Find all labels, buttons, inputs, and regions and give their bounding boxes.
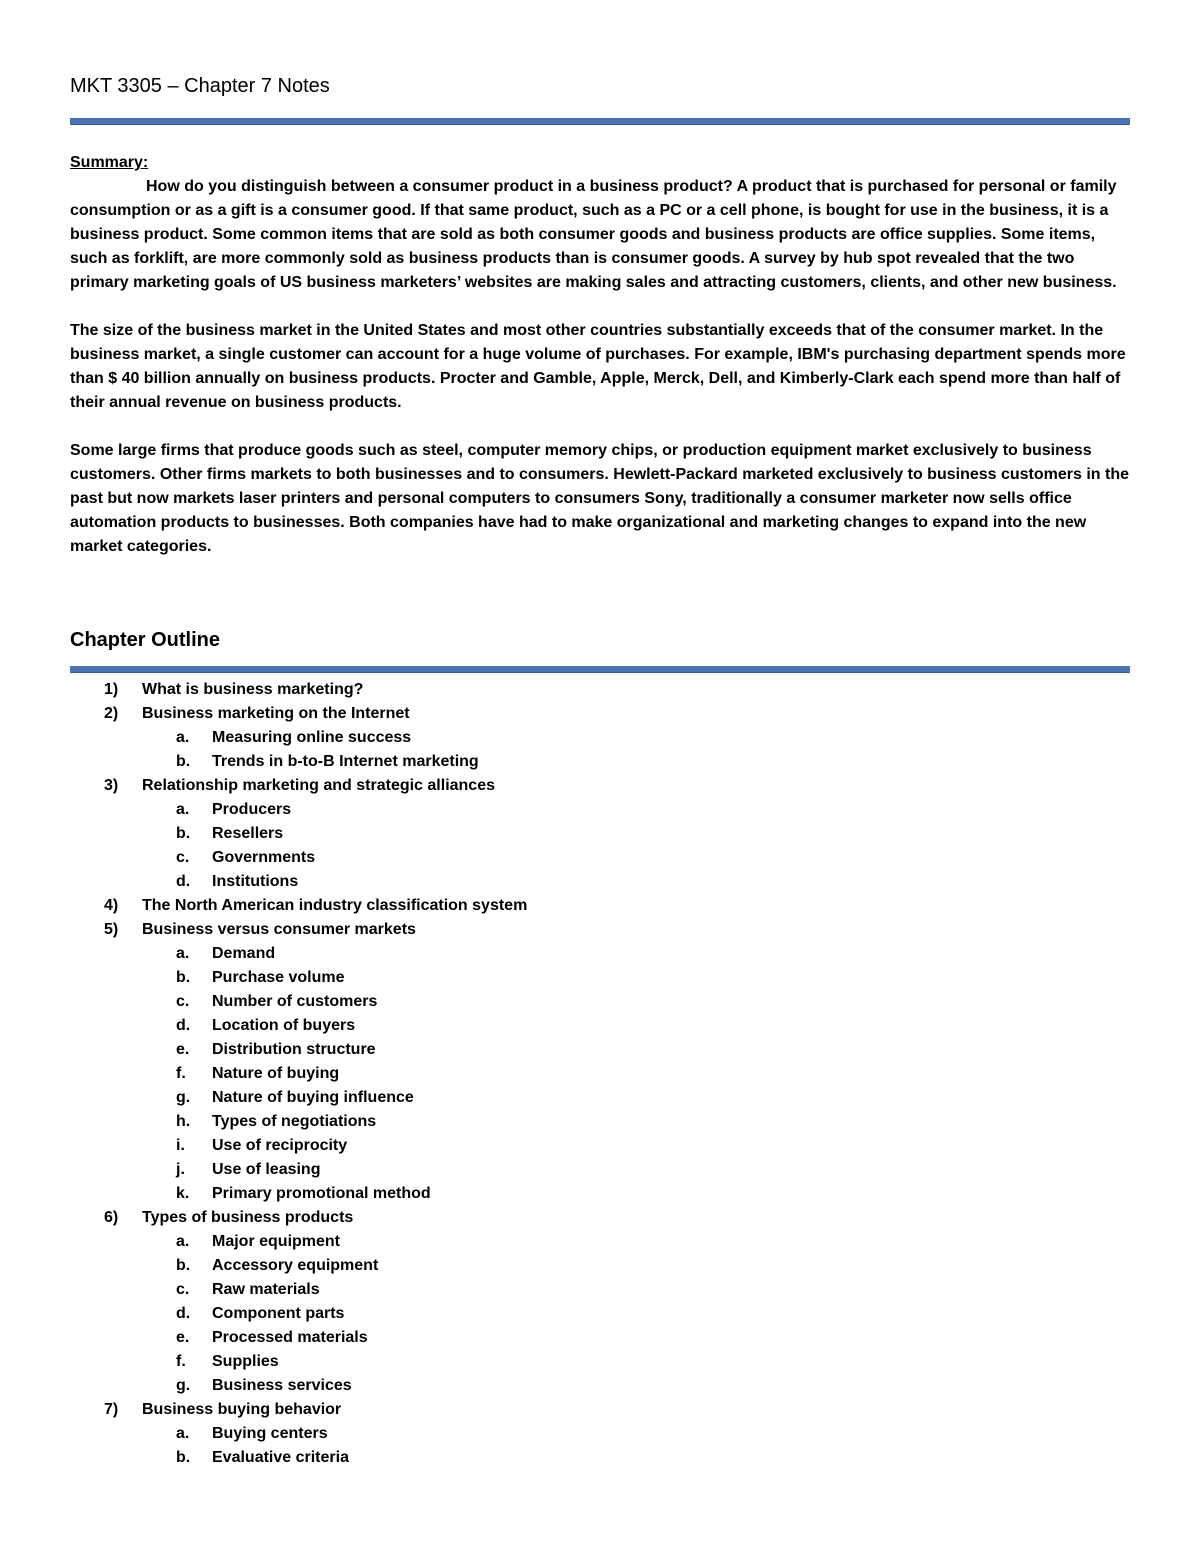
outline-subitem xyxy=(70,846,1130,870)
outline-item-number: d. xyxy=(176,873,191,890)
outline-item-number: c. xyxy=(176,1281,190,1298)
outline-item-text: Business buying behavior xyxy=(142,1401,342,1418)
outline-item-number: 3) xyxy=(104,777,119,794)
outline-item-text: What is business marketing? xyxy=(142,681,364,698)
outline-subitem xyxy=(70,1230,1130,1254)
outline-subitem xyxy=(70,1038,1130,1062)
outline-subitem xyxy=(70,942,1130,966)
outline-item-text: Resellers xyxy=(212,825,284,842)
outline-item-number: g. xyxy=(176,1377,191,1394)
outline-item-number: b. xyxy=(176,753,191,770)
summary-label: Summary: xyxy=(70,154,149,171)
summary-section xyxy=(70,151,1130,559)
outline-subitem xyxy=(70,1374,1130,1398)
outline-item-number: 4) xyxy=(104,897,119,914)
outline-item-number: 2) xyxy=(104,705,119,722)
outline-subitem xyxy=(70,966,1130,990)
outline-item-text: Distribution structure xyxy=(212,1041,376,1058)
outline-divider xyxy=(70,666,1130,673)
outline-item-text: Types of business products xyxy=(142,1209,354,1226)
outline-item xyxy=(70,702,1130,726)
outline-item-text: Purchase volume xyxy=(212,969,345,986)
outline-item-text: Nature of buying xyxy=(212,1065,340,1082)
outline-item-text: Relationship marketing and strategic alliances xyxy=(142,777,495,794)
outline-item-text: Trends in b-to-B Internet marketing xyxy=(212,753,479,770)
outline-item-text: Producers xyxy=(212,801,292,818)
outline-subitem xyxy=(70,1326,1130,1350)
outline-item-text: Component parts xyxy=(212,1305,345,1322)
outline-subitem xyxy=(70,726,1130,750)
outline-item-number: b. xyxy=(176,1449,191,1466)
outline-subitem xyxy=(70,1014,1130,1038)
title-divider xyxy=(70,118,1130,125)
outline-item-text: Use of reciprocity xyxy=(212,1137,348,1154)
outline-subitem xyxy=(70,990,1130,1014)
summary-paragraph: The size of the business market in the United States and most other countries substantially exceeds that of the consumer market. In the business market, a single customer can account for a huge volume of purchases. For example, IBM's purchasing department spends more than $ 40 billion annually on business products. Procter and Gamble, Apple, Merck, Dell, and Kimberly-Clark each spend more than half of their annual revenue on business products. xyxy=(70,322,1126,411)
outline-subitem xyxy=(70,1182,1130,1206)
outline-subitem xyxy=(70,1302,1130,1326)
outline-subitem xyxy=(70,1110,1130,1134)
page-title: MKT 3305 – Chapter 7 Notes xyxy=(70,75,330,97)
outline-item-text: Number of customers xyxy=(212,993,378,1010)
outline-item-number: a. xyxy=(176,729,190,746)
outline-item-text: Raw materials xyxy=(212,1281,320,1298)
outline-item-text: Use of leasing xyxy=(212,1161,321,1178)
outline-item-text: Buying centers xyxy=(212,1425,328,1442)
outline-subitem xyxy=(70,1062,1130,1086)
outline-item-number: d. xyxy=(176,1017,191,1034)
outline-item-text: Accessory equipment xyxy=(212,1257,379,1274)
outline-item-number: 7) xyxy=(104,1401,119,1418)
outline-subitem xyxy=(70,798,1130,822)
outline-item-number: b. xyxy=(176,969,191,986)
outline-item-text: Measuring online success xyxy=(212,729,412,746)
outline-heading: Chapter Outline xyxy=(70,629,221,651)
outline-item xyxy=(70,1398,1130,1422)
outline-item-number: c. xyxy=(176,993,190,1010)
outline-item-text: Business versus consumer markets xyxy=(142,921,416,938)
outline-item-number: a. xyxy=(176,945,190,962)
outline-item-number: e. xyxy=(176,1041,190,1058)
outline-item-text: Business services xyxy=(212,1377,352,1394)
outline-item-number: 5) xyxy=(104,921,119,938)
outline-item-number: k. xyxy=(176,1185,190,1202)
outline-item-text: Location of buyers xyxy=(212,1017,356,1034)
outline-item-number: f. xyxy=(176,1353,186,1370)
outline-item xyxy=(70,918,1130,942)
outline-item-number: i. xyxy=(176,1137,185,1154)
outline-subitem xyxy=(70,1350,1130,1374)
outline-item-number: b. xyxy=(176,1257,191,1274)
outline-item-number: a. xyxy=(176,1425,190,1442)
outline-subitem xyxy=(70,822,1130,846)
outline-item-text: Institutions xyxy=(212,873,299,890)
outline-item-text: Types of negotiations xyxy=(212,1113,377,1130)
outline-item-number: 1) xyxy=(104,681,119,698)
outline-subitem xyxy=(70,1158,1130,1182)
outline-item xyxy=(70,1206,1130,1230)
outline-subitem xyxy=(70,1254,1130,1278)
summary-paragraph: Some large firms that produce goods such as steel, computer memory chips, or production equipment market exclusively to business customers. Other firms markets to both businesses and to consumers. Hewlett-Packard marketed exclusively to business customers in the past but now markets laser printers and personal computers to consumers Sony, traditionally a consumer marketer now sells office automation products to businesses. Both companies have had to make organizational and marketing changes to expand into the new market categories. xyxy=(70,442,1130,555)
outline-item-number: f. xyxy=(176,1065,186,1082)
outline-subitem xyxy=(70,1278,1130,1302)
outline-subitem xyxy=(70,1446,1130,1470)
outline-subitem xyxy=(70,1134,1130,1158)
outline-item-number: a. xyxy=(176,1233,190,1250)
outline-item-number: g. xyxy=(176,1089,191,1106)
outline-item-text: Processed materials xyxy=(212,1329,368,1346)
outline-subitem xyxy=(70,1422,1130,1446)
outline-subitem xyxy=(70,870,1130,894)
outline-list xyxy=(70,678,1130,1470)
outline-item-text: The North American industry classification system xyxy=(142,897,528,914)
outline-item-number: a. xyxy=(176,801,190,818)
outline-item-text: Evaluative criteria xyxy=(212,1449,349,1466)
outline-item-text: Primary promotional method xyxy=(212,1185,431,1202)
outline-item-text: Demand xyxy=(212,945,276,962)
outline-item-number: d. xyxy=(176,1305,191,1322)
outline-item-number: 6) xyxy=(104,1209,119,1226)
summary-paragraph: How do you distinguish between a consumer product in a business product? A product that is purchased for personal or family consumption or as a gift is a consumer good. If that same product, such as a PC or a cell phone, is bought for use in the business, it is a business product. Some common items that are sold as both consumer goods and business products are office supplies. Some items, such as forklift, are more commonly sold as business products than is consumer goods. A survey by hub spot revealed that the two primary marketing goals of US business marketers’ websites are making sales and attracting customers, clients, and other new business. xyxy=(70,178,1117,291)
outline-item-number: c. xyxy=(176,849,190,866)
outline-subitem xyxy=(70,1086,1130,1110)
outline-subitem xyxy=(70,750,1130,774)
outline-item-text: Business marketing on the Internet xyxy=(142,705,410,722)
outline-item-text: Nature of buying influence xyxy=(212,1089,414,1106)
outline-item-number: e. xyxy=(176,1329,190,1346)
outline-item-number: j. xyxy=(176,1161,185,1178)
outline-item xyxy=(70,678,1130,702)
outline-item-number: b. xyxy=(176,825,191,842)
outline-item-text: Major equipment xyxy=(212,1233,341,1250)
outline-item-number: h. xyxy=(176,1113,191,1130)
outline-item-text: Supplies xyxy=(212,1353,279,1370)
outline-item xyxy=(70,774,1130,798)
outline-item-text: Governments xyxy=(212,849,316,866)
outline-item xyxy=(70,894,1130,918)
